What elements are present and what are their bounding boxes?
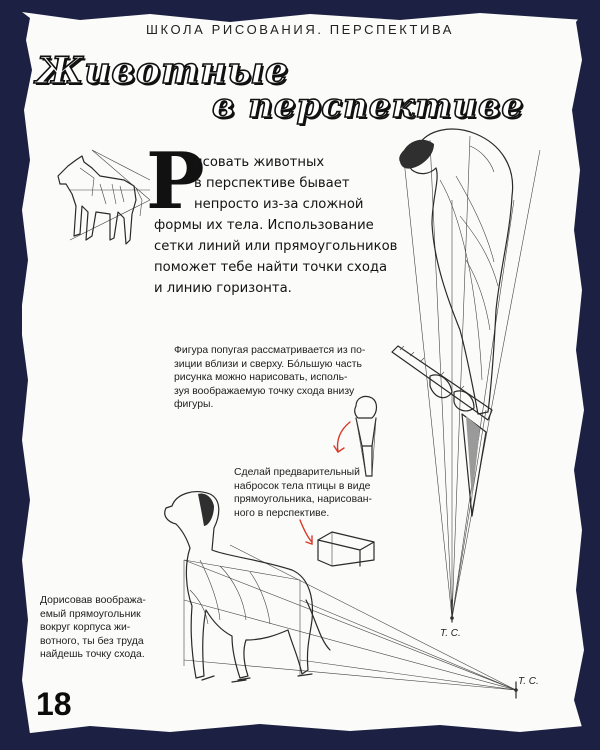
note-line: Дорисовав вообража- xyxy=(40,595,146,606)
title-line-2: в перспективе xyxy=(212,86,525,126)
note-line: ного в перспективе. xyxy=(234,507,330,519)
page-number: 18 xyxy=(36,686,72,722)
intro-line: сетки линий или прямоугольников xyxy=(154,239,398,254)
intro-line: и линию горизонта. xyxy=(154,281,292,296)
parrot-view-note xyxy=(174,344,365,412)
note-line: фигуры. xyxy=(174,399,214,411)
horse-sketch xyxy=(58,150,150,244)
intro-line: поможет тебе найти точки схода xyxy=(154,260,388,275)
drop-cap: Р xyxy=(146,136,205,227)
note-line: вотного, ты без труда xyxy=(40,635,144,647)
note-line: Сделай предварительный xyxy=(234,467,360,478)
note-line: прямоугольника, нарисован- xyxy=(234,494,372,506)
dog-note xyxy=(40,594,146,662)
note-line: зиции вблизи и сверху. Бóльшую часть xyxy=(174,358,362,370)
note-line: зуя воображаемую точку схода внизу xyxy=(174,385,355,397)
intro-line: исовать животных xyxy=(194,155,325,170)
note-line: Фигура попугая рассматривается из по- xyxy=(174,345,366,356)
running-head: ШКОЛА РИСОВАНИЯ. ПЕРСПЕКТИВА xyxy=(145,22,455,37)
intro-line: в перспективе бывает xyxy=(194,176,350,191)
perspective-box xyxy=(300,520,374,566)
vanishing-point-label-parrot: Т. С. xyxy=(440,628,461,639)
intro-line: непросто из-за сложной xyxy=(194,197,364,212)
vanishing-point-label-dog: Т. С. xyxy=(518,676,539,687)
parrot-sketch-note xyxy=(234,466,372,520)
note-line: вокруг корпуса жи- xyxy=(40,622,131,634)
dog-sketch xyxy=(165,492,518,698)
note-line: емый прямоугольник xyxy=(40,608,141,620)
note-line: набросок тела птицы в виде xyxy=(234,480,371,492)
title-line-1: Животные xyxy=(36,50,289,92)
intro-line: формы их тела. Использование xyxy=(154,218,374,233)
note-line: найдешь точку схода. xyxy=(40,649,145,661)
parrot-sketch xyxy=(392,129,540,622)
note-line: рисунка можно нарисовать, исполь- xyxy=(174,372,348,384)
